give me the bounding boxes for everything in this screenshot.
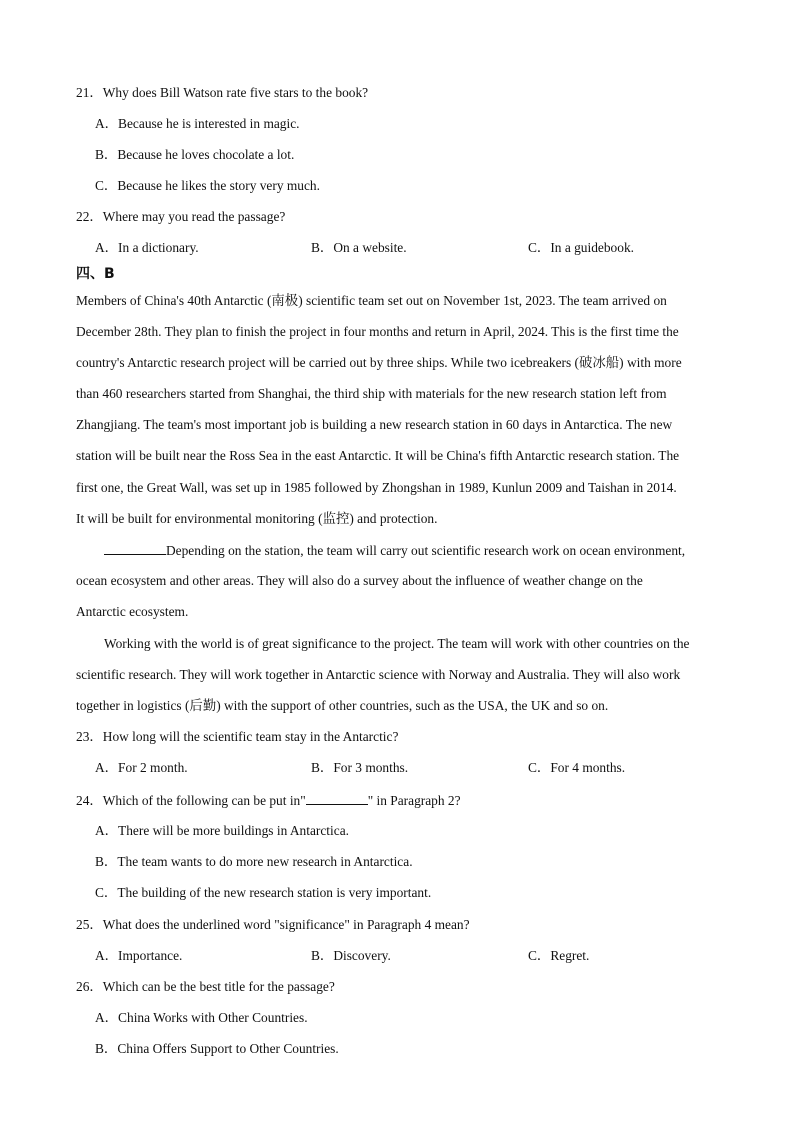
question-25-stem: 25．What does the underlined word "significance" in Paragraph 4 mean?	[76, 917, 470, 932]
question-24-stem	[76, 791, 461, 810]
question-21-option-b: B．Because he loves chocolate a lot.	[95, 147, 295, 162]
passage-line: station will be built near the Ross Sea in the east Antarctic. It will be China's fifth Antarctic research station. The	[76, 448, 680, 463]
passage-text: to the project. The team will work with other countries on the	[356, 636, 690, 651]
passage-line: first one, the Great Wall, was set up in 1985 followed by Zhongshan in 1989, Kunlun 2009 and Taishan in 2014.	[76, 480, 677, 495]
question-22-option-c: C．In a guidebook.	[528, 240, 634, 255]
passage-line: December 28th. They plan to finish the project in four months and return in April, 2024. This is the first time the	[76, 324, 679, 339]
passage-paragraph-3-first-line	[104, 635, 690, 653]
question-25-option-a: A．Importance.	[95, 948, 183, 963]
question-21-stem: 21．Why does Bill Watson rate five stars to the book?	[76, 85, 369, 100]
question-24-stem-text: " in Paragraph 2?	[367, 793, 461, 808]
question-22-option-b: B．On a website.	[311, 240, 407, 255]
passage-line: country's Antarctic research project will be carried out by three ships. While two icebreakers (破冰船) with more	[76, 355, 682, 370]
passage-line: ocean ecosystem and other areas. They will also do a survey about the influence of weather change on the	[76, 573, 643, 588]
passage-line: together in logistics (后勤) with the support of other countries, such as the USA, the UK and so on.	[76, 698, 609, 713]
question-25-option-c: C．Regret.	[528, 948, 590, 963]
passage-paragraph-2-first-line	[104, 541, 685, 560]
underlined-word: significance	[292, 636, 357, 651]
question-22-stem: 22．Where may you read the passage?	[76, 209, 286, 224]
passage-line: Antarctic ecosystem.	[76, 604, 189, 619]
question-24-option-a: A．There will be more buildings in Antarctica.	[95, 823, 349, 838]
answer-blank	[104, 541, 166, 555]
question-23-stem: 23．How long will the scientific team stay in the Antarctic?	[76, 729, 399, 744]
question-25-option-b: B．Discovery.	[311, 948, 391, 963]
passage-line: Zhangjiang. The team's most important job is building a new research station in 60 days in Antarctica. The new	[76, 417, 673, 432]
question-23-option-b: B．For 3 months.	[311, 760, 409, 775]
answer-blank	[306, 791, 368, 805]
question-23-option-c: C．For 4 months.	[528, 760, 626, 775]
question-23-option-a: A．For 2 month.	[95, 760, 188, 775]
passage-line: than 460 researchers started from Shanghai, the third ship with materials for the new research station left from	[76, 386, 667, 401]
question-24-option-c: C．The building of the new research station is very important.	[95, 885, 432, 900]
question-22-option-a: A．In a dictionary.	[95, 240, 199, 255]
question-24-stem-text: 24．Which of the following can be put in"	[76, 793, 306, 808]
section-heading: 四、B	[76, 266, 115, 282]
passage-line: Members of China's 40th Antarctic (南极) scientific team set out on November 1st, 2023. The team arrived on	[76, 293, 667, 308]
question-26-stem: 26．Which can be the best title for the passage?	[76, 979, 335, 994]
question-21-option-a: A．Because he is interested in magic.	[95, 116, 300, 131]
passage-line: scientific research. They will work together in Antarctic science with Norway and Australia. They will also work	[76, 667, 681, 682]
passage-text: Depending on the station, the team will carry out scientific research work on ocean environment,	[166, 543, 686, 558]
passage-line: It will be built for environmental monitoring (监控) and protection.	[76, 511, 438, 526]
question-21-option-c: C．Because he likes the story very much.	[95, 178, 320, 193]
question-24-option-b: B．The team wants to do more new research in Antarctica.	[95, 854, 413, 869]
question-26-option-a: A．China Works with Other Countries.	[95, 1010, 308, 1025]
question-26-option-b: B．China Offers Support to Other Countries.	[95, 1041, 339, 1056]
passage-text: Working with the world is of great	[104, 636, 293, 651]
